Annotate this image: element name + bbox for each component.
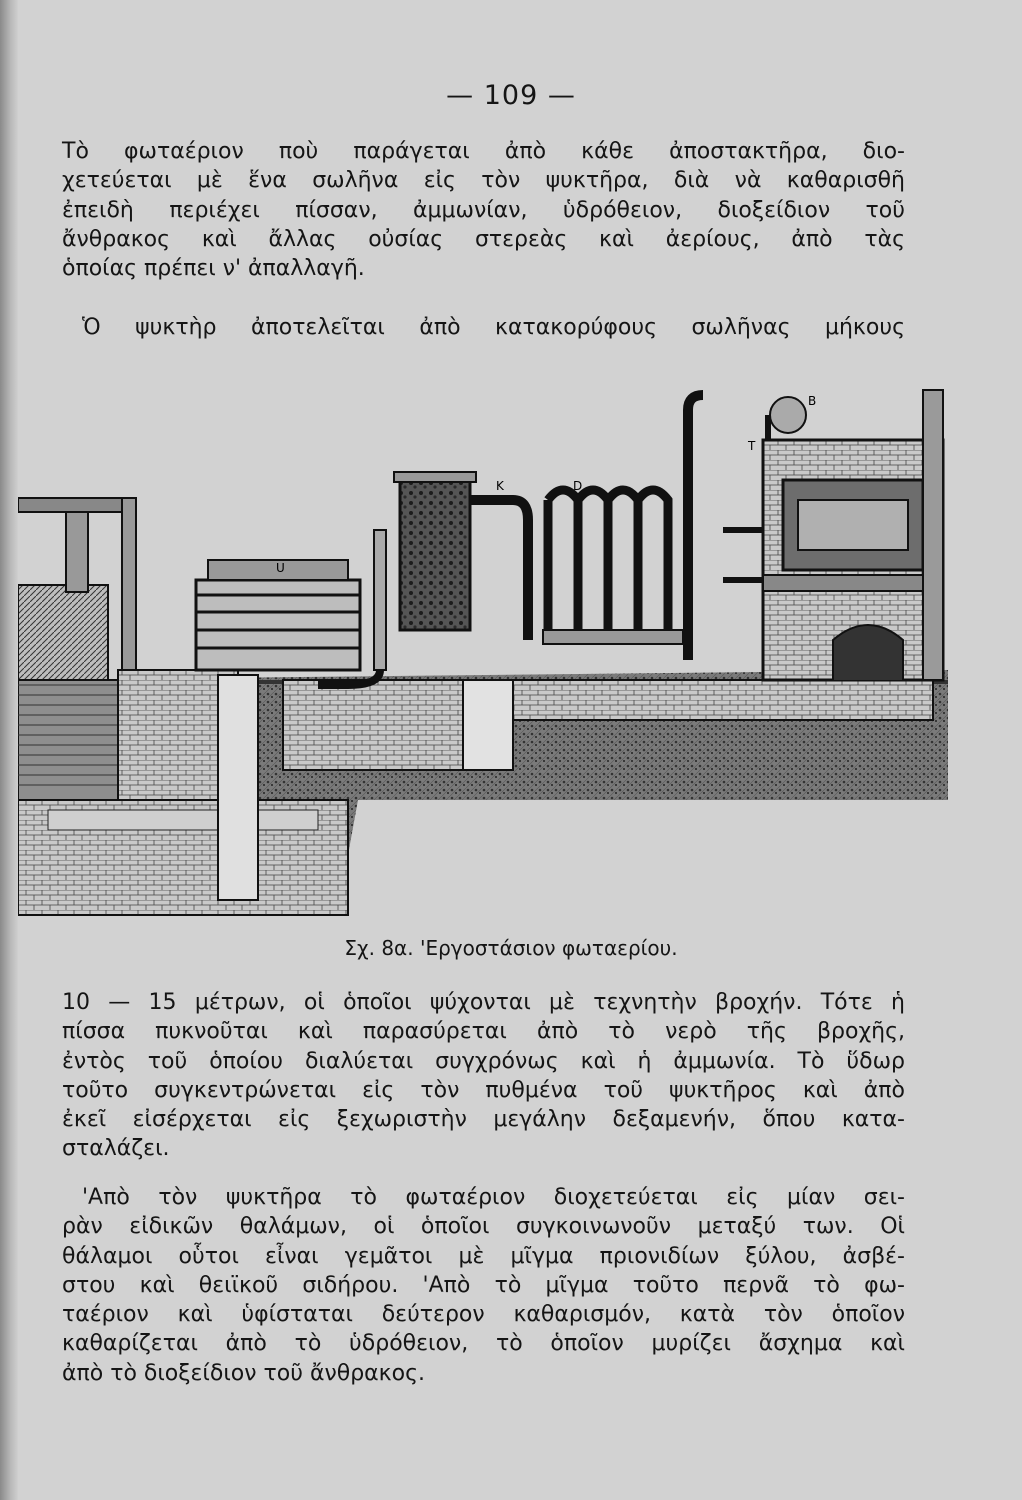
label-cooler: D <box>573 479 583 493</box>
paragraph-line: 'Απὸ τὸν ψυκτῆρα τὸ φωταέριον διοχετεύεται εἰς μίαν σει- <box>82 1185 905 1210</box>
retort-furnace <box>723 390 943 680</box>
condenser <box>470 395 703 660</box>
label-purifier: U <box>276 561 285 575</box>
paragraph-line: ἐπειδὴ περιέχει πίσσαν, ἀμμωνίαν, ὑδρόθειον, διοξείδιον τοῦ <box>62 197 905 223</box>
paragraph-line: στου καὶ θειϊκοῦ σιδήρου. 'Απὸ τὸ μῖγμα τοῦτο περνᾶ τὸ φω- <box>62 1272 905 1298</box>
paragraph-line: σταλάζει. <box>62 1136 170 1162</box>
figure-caption: Σχ. 8α. 'Εργοστάσιον φωταερίου. <box>344 936 678 960</box>
paragraph-line: ἐκεῖ εἰσέρχεται εἰς ξεχωριστὴν μεγάλην δεξαμενήν, ὅπου κατα- <box>62 1107 905 1133</box>
paragraph-line: καθαρίζεται ἀπὸ τὸ ὑδρόθειον, τὸ ὁποῖον μυρίζει ἄσχημα καὶ <box>62 1331 905 1357</box>
paragraph-3 <box>62 988 905 1164</box>
paragraph-line: ἀπὸ τὸ διοξείδιον τοῦ ἄνθρακος. <box>62 1360 425 1386</box>
paragraph-line: θάλαμοι οὗτοι εἶναι γεμᾶτοι μὲ μῖγμα πριονιδίων ξύλου, ἀσβέ- <box>62 1243 905 1269</box>
paragraph-line: ὁποίας πρέπει ν' ἀπαλλαγῆ. <box>62 256 365 282</box>
paragraph-line: τοῦτο συγκεντρώνεται εἰς τὸν πυθμένα τοῦ ψυκτῆρος καὶ ἀπὸ <box>62 1077 905 1103</box>
paragraph-4 <box>62 1183 905 1388</box>
page-number: — 109 — <box>446 80 576 111</box>
paragraph-2 <box>62 313 905 342</box>
paragraph-line: χετεύεται μὲ ἕνα σωλῆνα εἰς τὸν ψυκτῆρα, διὰ νὰ καθαρισθῆ <box>62 168 905 194</box>
label-retort-top: B <box>808 394 817 408</box>
paragraph-line: ἐντὸς τοῦ ὁποίου διαλύεται συγχρόνως καὶ ἡ ἀμμωνία. Τὸ ὕδωρ <box>62 1048 905 1074</box>
purifier-box <box>196 560 360 670</box>
paragraph-line: ταέριον καὶ ὑφίσταται δεύτερον καθαρισμόν, κατὰ τὸν ὁποῖον <box>62 1302 905 1328</box>
paragraph-line: ρὰν εἰδικῶν θαλάμων, οἱ ὁποῖοι συγκοινωνοῦν μεταξύ των. Οἱ <box>62 1214 905 1240</box>
paragraph-line: πίσσα πυκνοῦται καὶ παρασύρεται ἀπὸ τὸ νερὸ τῆς βροχῆς, <box>62 1019 905 1045</box>
paragraph-line: Ὁ ψυκτὴρ ἀποτελεῖται ἀπὸ κατακορύφους σωλῆνας μήκους <box>82 315 905 340</box>
paragraph-line: 10 — 15 μέτρων, οἱ ὁποῖοι ψύχονται μὲ τεχνητὴν βροχήν. Τότε ἡ <box>62 990 905 1015</box>
label-retort-side: T <box>748 439 756 453</box>
paragraph-1 <box>62 137 905 283</box>
label-pipe: K <box>496 479 504 493</box>
page-edge-shadow <box>0 0 18 1500</box>
gas-factory-illustration <box>18 380 948 920</box>
paragraph-line: Τὸ φωταέριον ποὺ παράγεται ἀπὸ κάθε ἀποστακτῆρα, διο- <box>62 139 905 164</box>
paragraph-line: ἄνθρακος καὶ ἄλλας οὐσίας στερεὰς καὶ ἀερίους, ἀπὸ τὰς <box>62 226 905 252</box>
